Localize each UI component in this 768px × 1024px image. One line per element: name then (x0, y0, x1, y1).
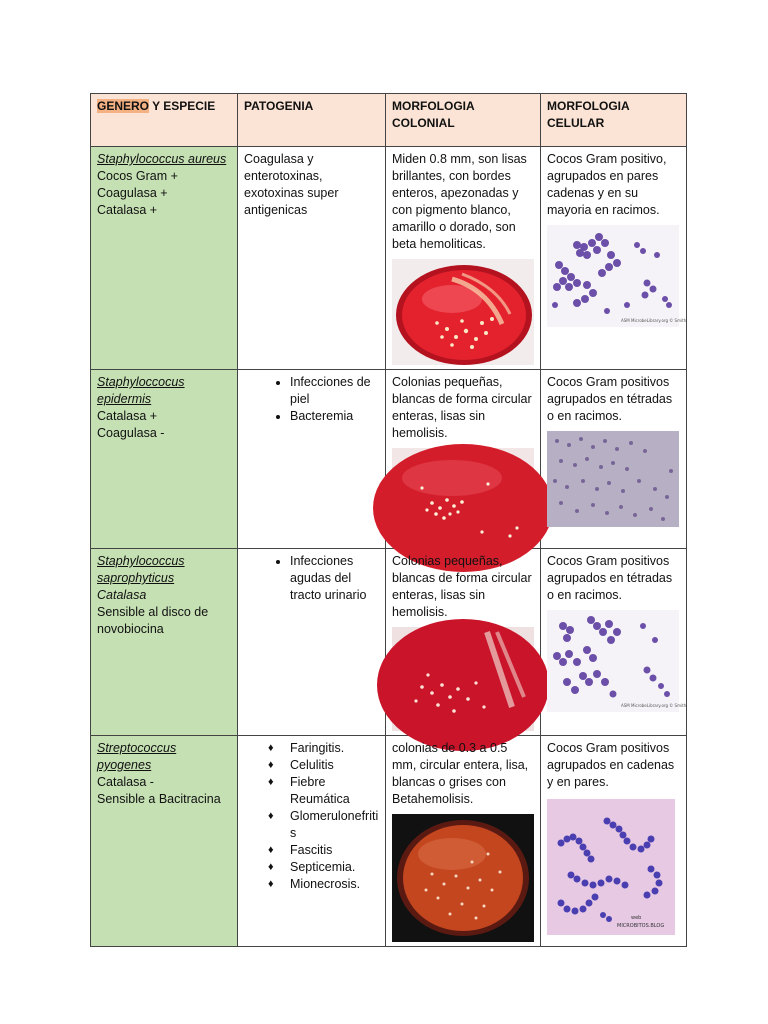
cellular-cell (541, 370, 687, 549)
gram-stain-image (547, 610, 687, 712)
list-item: • Bacteremia (290, 408, 379, 425)
trait: Cocos Gram + (97, 169, 178, 183)
header-colonial-line2: COLONIAL (392, 116, 455, 130)
trait: Catalasa (97, 588, 147, 602)
header-row (91, 94, 687, 147)
species-name: pyogenes (97, 758, 152, 772)
genus-cell (91, 370, 238, 549)
trait: Catalasa + (97, 203, 158, 217)
list-item: • Infecciones de piel (290, 374, 379, 408)
cellular-cell (541, 147, 687, 370)
colonial-text: Colonias pequeñas, blancas de forma circular enteras, lisas sin hemolisis. (392, 375, 532, 440)
gram-stain-image (547, 799, 680, 935)
header-cellular (541, 94, 687, 147)
agar-plate-image (392, 448, 534, 544)
cellular-cell (541, 549, 687, 736)
list-item: ♦ Mionecrosis. (290, 876, 379, 893)
species-name: Staphylococcus (97, 554, 185, 568)
header-genus-highlight: GENERO (97, 99, 150, 113)
agar-plate-image (392, 627, 534, 731)
micro-credit: ASM MicrobeLibrary.org © Smith (621, 703, 687, 708)
trait: Sensible al disco de novobiocina (97, 605, 209, 636)
colonial-text: Colonias pequeñas, blancas de forma circular enteras, lisas sin hemolisis. (392, 554, 532, 619)
colonial-cell (386, 549, 541, 736)
agar-plate-image (392, 814, 534, 942)
trait: Sensible a Bacitracina (97, 792, 221, 806)
species-name: Staphyloccocus (97, 375, 185, 389)
header-genus (91, 94, 238, 147)
genus-cell (91, 147, 238, 370)
table-row (91, 147, 687, 370)
pathogenesis-list (244, 374, 379, 425)
cellular-text: Cocos Gram positivos agrupados en tétradas o en racimos. (547, 375, 673, 423)
micro-credit: ASM MicrobeLibrary.org © Smith (621, 318, 687, 323)
micro-credit: MICROBITOS.BLOG (617, 923, 665, 929)
header-cellular-line1: MORFOLOGIA (547, 99, 630, 113)
micro-credit: web (631, 915, 642, 921)
cellular-text: Cocos Gram positivos agrupados en tétradas o en racimos. (547, 554, 673, 602)
list-item: ♦ Glomerulonefritis (290, 808, 379, 842)
header-colonial-line1: MORFOLOGIA (392, 99, 475, 113)
header-pathogenesis: PATOGENIA (238, 94, 386, 147)
colonial-cell (386, 370, 541, 549)
bacteria-table (90, 93, 687, 947)
colonial-cell (386, 736, 541, 947)
list-item: ♦ Septicemia. (290, 859, 379, 876)
header-genus-rest: Y ESPECIE (149, 99, 216, 113)
species-name: saprophyticus (97, 571, 175, 585)
gram-stain-image (547, 431, 680, 527)
genus-cell (91, 549, 238, 736)
list-item: ♦ Fiebre Reumática (290, 774, 379, 808)
header-colonial (386, 94, 541, 147)
colonial-text: Miden 0.8 mm, son lisas brillantes, con bordes enteros, apezonadas y con pigmento blanco, amarillo o dorado, son beta hemoliticas. (392, 152, 527, 251)
pathogenesis-list (244, 553, 379, 604)
trait: Catalasa + (97, 409, 158, 423)
colonial-text: colonias de 0.3 a 0.5 mm, circular entera, lisa, blancas o grises con Betahemolisis. (392, 741, 529, 806)
pathogenesis-cell: Coagulasa y enterotoxinas, exotoxinas super antigenicas (238, 147, 386, 370)
list-item: ♦ Celulitis (290, 757, 379, 774)
table-row (91, 370, 687, 549)
gram-stain-image (547, 225, 687, 327)
table-row (91, 549, 687, 736)
list-item: ♦ Fascitis (290, 842, 379, 859)
header-cellular-line2: CELULAR (547, 116, 605, 130)
cellular-cell (541, 736, 687, 947)
cellular-text: Cocos Gram positivos agrupados en cadenas y en pares. (547, 741, 675, 789)
pathogenesis-cell (238, 370, 386, 549)
species-name: Staphylococcus aureus (97, 152, 227, 166)
table-row (91, 736, 687, 947)
genus-cell (91, 736, 238, 947)
trait: Coagulasa - (97, 426, 165, 440)
list-item: • Infecciones agudas del tracto urinario (290, 553, 379, 604)
pathogenesis-cell (238, 736, 386, 947)
pathogenesis-cell (238, 549, 386, 736)
species-name: epidermis (97, 392, 152, 406)
pathogenesis-list (244, 740, 379, 893)
trait: Coagulasa + (97, 186, 168, 200)
cellular-text: Cocos Gram positivo, agrupados en pares cadenas y en su mayoria en racimos. (547, 152, 667, 217)
agar-plate-image (392, 259, 534, 365)
list-item: ♦ Faringitis. (290, 740, 379, 757)
trait: Catalasa - (97, 775, 154, 789)
species-name: Streptococcus (97, 741, 177, 755)
colonial-cell (386, 147, 541, 370)
